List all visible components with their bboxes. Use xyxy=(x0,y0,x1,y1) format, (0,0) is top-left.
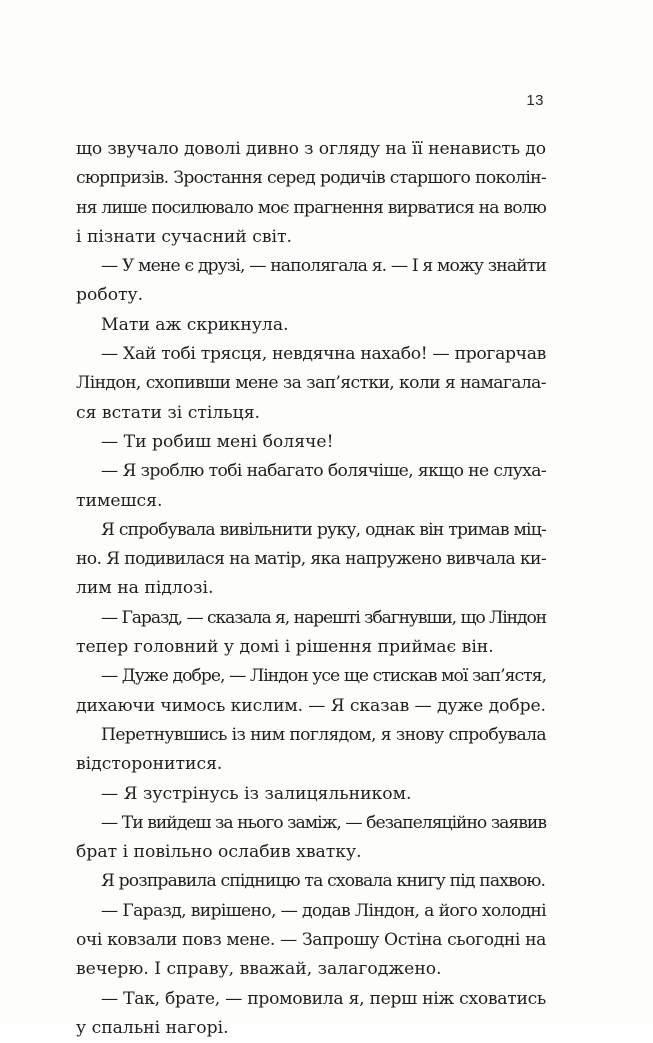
text-line: сюрпризів. Зростання серед родичів старшого поколін- xyxy=(76,168,546,189)
text-line: відсторонитися. xyxy=(76,754,223,775)
text-line: — Гаразд, — сказала я, нарешті збагнувши, що Ліндон xyxy=(101,607,546,628)
body-text xyxy=(76,135,546,1043)
text-line: роботу. xyxy=(76,285,144,306)
text-line: — Я зустрінусь із залицяльником. xyxy=(101,783,412,804)
text-line: — Хай тобі трясця, невдячна нахабо! — прогарчав xyxy=(101,344,546,365)
text-line: — У мене є друзі, — наполягала я. — І я можу знайти xyxy=(101,256,546,277)
text-line: Перетнувшись із ним поглядом, я знову спробувала xyxy=(101,724,546,745)
text-line: Я розправила спідницю та сховала книгу під пахвою. xyxy=(101,871,546,892)
text-line: брат і повільно ослабив хватку. xyxy=(76,842,362,863)
text-line: і пізнати сучасний світ. xyxy=(76,226,292,247)
text-line: но. Я подивилася на матір, яка напружено вивчала ки- xyxy=(76,549,546,570)
text-line: — Ти робиш мені боляче! xyxy=(101,431,334,452)
text-line: вечерю. І справу, вважай, залагоджено. xyxy=(76,959,442,980)
text-line: — Ти вийдеш за нього заміж, — безапеляційно заявив xyxy=(101,812,546,833)
text-line: Я спробувала вивільнити руку, однак він тримав міц- xyxy=(101,519,546,540)
text-line: у спальні нагорі. xyxy=(76,1017,229,1038)
text-line: — Дуже добре, — Ліндон усе ще стискав мої зап’ястя, xyxy=(101,666,546,687)
text-line: ся встати зі стільця. xyxy=(76,402,261,423)
text-line: тепер головний у домі і рішення приймає він. xyxy=(76,637,494,658)
text-line: ня лише посилювало моє прагнення вирватися на волю xyxy=(76,197,546,218)
text-line: дихаючи чимось кислим. — Я сказав — дуже добре. xyxy=(76,695,546,716)
text-line: Ліндон, схопивши мене за зап’ястки, коли я намагала- xyxy=(76,373,546,394)
text-line: лим на підлозі. xyxy=(76,578,214,599)
text-line: — Гаразд, вирішено, — додав Ліндон, а його холодні xyxy=(101,900,546,921)
page-number: 13 xyxy=(526,92,544,109)
text-line: Мати аж скрикнула. xyxy=(101,314,289,335)
text-line: — Так, брате, — промовила я, перш ніж сховатись xyxy=(101,988,546,1009)
text-line: — Я зроблю тобі набагато болячіше, якщо не слуха- xyxy=(101,461,546,482)
text-line: очі ковзали повз мене. — Запрошу Остіна сьогодні на xyxy=(76,930,546,951)
text-line: тимешся. xyxy=(76,490,163,511)
text-line: що звучало доволі дивно з огляду на її ненависть до xyxy=(76,139,546,159)
